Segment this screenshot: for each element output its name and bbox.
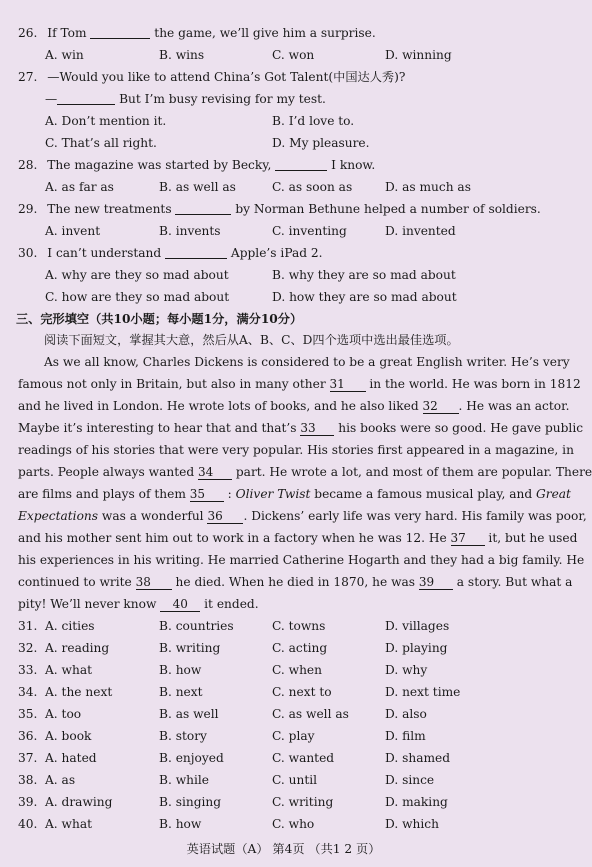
passage-line: his experiences in his writing. He married Catherine Hogarth and they had a big family. He — [18, 553, 585, 567]
cloze-option-row: 35. A. too B. as well C. as well as D. also — [18, 707, 427, 721]
question-text: If Tom — [47, 26, 87, 40]
question-number: 30. — [18, 246, 38, 260]
option-b: B. why they are so mad about — [272, 268, 456, 282]
question-text: I know. — [331, 158, 376, 172]
question-text: But I’m busy revising for my test. — [119, 92, 326, 106]
option-c: C. as soon as — [272, 180, 353, 194]
question-text: I can’t understand — [47, 246, 162, 260]
cloze-blank-35: 35 — [190, 488, 224, 502]
section-title: 三、完形填空（共10小题；每小题1分，满分10分） — [16, 312, 303, 326]
options-26 — [18, 46, 558, 64]
cloze-option-row: 36. A. book B. story C. play D. film — [18, 729, 426, 743]
question-text: by Norman Bethune helped a number of soldiers. — [235, 202, 541, 216]
cloze-blank-39: 39 — [419, 576, 453, 590]
question-text: The new treatments — [47, 202, 172, 216]
section-instruction: 阅读下面短文，掌握其大意，然后从A、B、C、D四个选项中选出最佳选项。 — [44, 333, 459, 347]
option-a: A. invent — [45, 224, 101, 238]
question-number: 29. — [18, 202, 38, 216]
page-footer: 英语试题（A） 第4页 （共1 2 页） — [186, 842, 381, 856]
question-number: 28. — [18, 158, 38, 172]
passage-line: famous not only in Britain, but also in many other 31 in the world. He was born in 1812 — [18, 377, 581, 391]
cloze-blank-40: 40 — [160, 598, 200, 612]
cloze-blank-31: 31 — [330, 378, 366, 392]
option-c: C. won — [272, 48, 315, 62]
option-d: D. how they are so mad about — [272, 290, 457, 304]
answer-blank — [165, 246, 227, 259]
question-28 — [18, 156, 558, 174]
question-27 — [18, 68, 558, 86]
question-30 — [18, 244, 558, 262]
cloze-blank-36: 36 — [207, 510, 243, 524]
options-27-row1 — [18, 112, 558, 130]
cloze-option-row: 40. A. what B. how C. who D. which — [18, 817, 439, 831]
cloze-blank-33: 33 — [300, 422, 334, 436]
passage-line: continued to write 38 he died. When he died in 1870, he was 39 a story. But what a — [18, 575, 573, 589]
passage-line: parts. People always wanted 34 part. He wrote a lot, and most of them are popular. There — [18, 465, 592, 479]
answer-blank — [57, 92, 115, 105]
passage-line: and he lived in London. He wrote lots of books, and he also liked 32 . He was an actor. — [18, 399, 570, 413]
passage-line: As we all know, Charles Dickens is considered to be a great English writer. He’s very — [44, 355, 570, 369]
question-text: The magazine was started by Becky, — [47, 158, 272, 172]
answer-blank — [275, 158, 327, 171]
question-29 — [18, 200, 558, 218]
option-b: B. I’d love to. — [272, 114, 355, 128]
cloze-option-row: 32. A. reading B. writing C. acting D. playing — [18, 641, 448, 655]
question-26 — [18, 24, 558, 42]
question-text: —Would you like to attend China’s Got Talent(中国达人秀)? — [47, 70, 406, 84]
option-b: B. as well as — [159, 180, 236, 194]
cloze-option-row: 38. A. as B. while C. until D. since — [18, 773, 435, 787]
question-text: the game, we’ll give him a surprise. — [154, 26, 376, 40]
passage-line: readings of his stories that were very popular. His stories first appeared in a magazine, in — [18, 443, 574, 457]
option-c: C. inventing — [272, 224, 347, 238]
option-d: D. as much as — [385, 180, 471, 194]
passage-line: and his mother sent him out to work in a factory when he was 12. He 37 it, but he used — [18, 531, 578, 545]
passage-line: are films and plays of them 35 : Oliver Twist became a famous musical play, and Great — [18, 487, 571, 501]
cloze-blank-34: 34 — [198, 466, 232, 480]
passage-line: Maybe it’s interesting to hear that and that’s 33 his books were so good. He gave public — [18, 421, 584, 435]
option-b: B. wins — [159, 48, 205, 62]
option-d: D. My pleasure. — [272, 136, 370, 150]
cloze-blank-38: 38 — [136, 576, 172, 590]
question-text: Apple’s iPad 2. — [230, 246, 323, 260]
option-a: A. as far as — [45, 180, 114, 194]
cloze-blank-37: 37 — [451, 532, 485, 546]
options-30-row1 — [18, 266, 558, 284]
cloze-option-row: 34. A. the next B. next C. next to D. next time — [18, 685, 461, 699]
question-number: 26. — [18, 26, 38, 40]
option-c: C. That’s all right. — [45, 136, 157, 150]
dialogue-dash: — — [45, 92, 58, 106]
options-29 — [18, 222, 558, 240]
options-30-row2 — [18, 288, 558, 306]
option-a: A. why are they so mad about — [45, 268, 229, 282]
answer-blank — [175, 202, 231, 215]
option-d: D. winning — [385, 48, 452, 62]
options-27-row2 — [18, 134, 558, 152]
passage-line: Expectations was a wonderful 36 . Dickens’ early life was very hard. His family was poor, — [18, 509, 587, 523]
answer-blank — [90, 26, 150, 39]
cloze-option-row: 37. A. hated B. enjoyed C. wanted D. shamed — [18, 751, 451, 765]
cloze-option-row: 33. A. what B. how C. when D. why — [18, 663, 428, 677]
option-b: B. invents — [159, 224, 221, 238]
question-number: 27. — [18, 70, 38, 84]
question-27-reply — [18, 90, 558, 108]
cloze-option-row: 31. A. cities B. countries C. towns D. villages — [18, 619, 450, 633]
cloze-blank-32: 32 — [423, 400, 459, 414]
options-28 — [18, 178, 558, 196]
option-a: A. Don’t mention it. — [45, 114, 167, 128]
cloze-option-row: 39. A. drawing B. singing C. writing D. making — [18, 795, 448, 809]
option-a: A. win — [45, 48, 84, 62]
passage-line: pity! We’ll never know 40 it ended. — [18, 597, 259, 611]
option-c: C. how are they so mad about — [45, 290, 230, 304]
option-d: D. invented — [385, 224, 456, 238]
